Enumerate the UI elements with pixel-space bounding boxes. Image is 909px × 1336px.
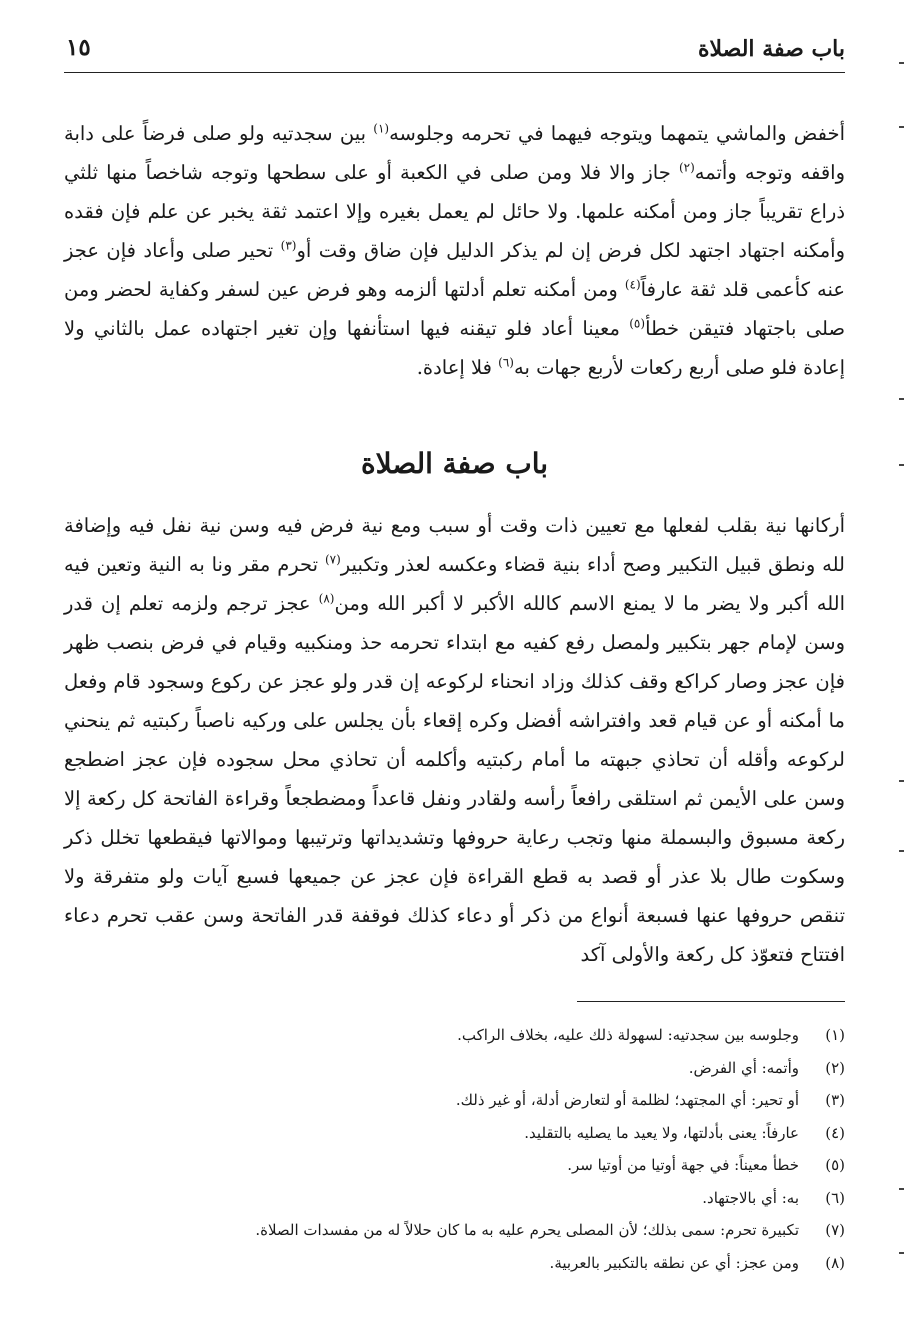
footnote bbox=[64, 1214, 845, 1247]
footnote-ref-4: (٤) bbox=[624, 277, 641, 292]
paragraph-continued bbox=[64, 114, 845, 387]
running-head: باب صفة الصلاة bbox=[697, 36, 845, 62]
page-number: ١٥ bbox=[66, 34, 91, 61]
footnote-number: (٥) bbox=[825, 1156, 845, 1174]
footnote-text: عارفاً: يعنى بأدلتها، ولا يعيد ما يصليه بالتقليد. bbox=[524, 1123, 799, 1142]
footnote-number: (٦) bbox=[825, 1188, 845, 1207]
footnote-number: (١) bbox=[825, 1026, 845, 1044]
text-run: معينا أعاد فلو تيقنه فيها استأنفها وإن تغير اجتهاده عمل بالثاني ولا إعادة فلو صلى أربع ركعات لأربع جهات به bbox=[64, 317, 845, 379]
footnote-ref-7: (٧) bbox=[324, 552, 341, 567]
footnote bbox=[64, 1019, 845, 1052]
footnote bbox=[64, 1117, 845, 1150]
page-header bbox=[64, 30, 845, 73]
scan-mark bbox=[899, 398, 904, 400]
footnote-text: به: أي بالاجتهاد. bbox=[702, 1188, 799, 1207]
text-run: بين سجدتيه ولو صلى فرضاً على دابة واقفه وتوجه وأتمه bbox=[64, 122, 845, 184]
text-run: جاز والا فلا ومن صلى في الكعبة أو على سطحها وتوجه شاخصاً منها ثلثي ذراع تقريباً جاز ومن أمكنه علمها. ولا حائل لم يعمل بغيره وإلا اعتمد ثقة يخبر عن علم فإن فقده وأمكنه اجتهاد اجتهد لكل فرض إن لم يذكر الدليل فإن ضاق وقت أو bbox=[64, 161, 846, 262]
footnote-number: (٤) bbox=[825, 1123, 845, 1142]
text-run: ومن أمكنه تعلم أدلتها ألزمه وهو فرض عين لسفر وكفاية لحضر ومن صلى باجتهاد فتيقن خطأ bbox=[64, 278, 845, 340]
section-heading: باب صفة الصلاة bbox=[360, 447, 549, 480]
footnotes-list bbox=[64, 1019, 845, 1279]
footnote-text: أو تحير: أي المجتهد؛ لظلمة أو لتعارض أدلة، أو غير ذلك. bbox=[455, 1091, 799, 1109]
footnote-ref-5: (٥) bbox=[629, 316, 646, 331]
text-run: أركانها نية بقلب لفعلها مع تعيين ذات وقت أو سبب ومع نية فرض فيه وسن نية نفل فيه وإضافة لله ونطق قبيل التكبير وصح أداء بنية قضاء وعكسه لعذر وتكبير bbox=[64, 514, 845, 576]
footnote-ref-8: (٨) bbox=[318, 591, 335, 606]
text-run: عجز ترجم ولزمه تعلم إن قدر وسن لإمام جهر بتكبير ولمصل رفع كفيه مع ابتداء تحرمه حذ ومنكبيه وقيام في فرض بنصب ظهر فإن عجز وصار كراكع وقف كذلك وزاد انحناء لركوعه إن قدر ولو عجز عن ركوع وسجود قام وفعل ما أمكنه أو عن قيام قعد وافتراشه أفضل وكره إقعاء بأن يجلس على وركيه ناصباً ركبتيه ثم ينحني لركوعه وأقله أن تحاذي جبهته ما أمام ركبتيه وأكلمه أن تحاذي محل سجوده فإن عجز اضطجع وسن على الأيمن ثم استلقى رافعاً رأسه ولقادر ونفل قاعداً ومضطجعاً وقراءة الفاتحة كل ركعة إلا ركعة مسبوق والبسملة منها وتجب رعاية حروفها وتشديداتها وترتيبها وموالاتها فيقطعها تخلل ذكر وسكوت طال بلا عذر أو قصد به قطع القراءة فإن عجز عن جميعها فسبع آيات ولو متفرقة ولا تنقص حروفها عنها فسبعة أنواع من ذكر أو دعاء كذلك فوقفة قدر الفاتحة وسن عقب تحرم دعاء افتتاح فتعوّذ كل ركعة والأولى آكد bbox=[64, 592, 845, 966]
footnote-text: تكبيرة تحرم: سمى بذلك؛ لأن المصلى يحرم عليه به ما كان حلالاً له من مفسدات الصلاة. bbox=[255, 1221, 799, 1239]
footnote-text: ومن عجز: أي عن نطقه بالتكبير بالعربية. bbox=[549, 1253, 799, 1272]
text-run: تحرم مقر ونا به النية وتعين فيه الله أكبر ولا يضر ما لا يمنع الاسم كالله الأكبر لا أكبر الله ومن bbox=[64, 553, 846, 615]
footnote bbox=[64, 1149, 845, 1182]
footnote-number: (٣) bbox=[825, 1091, 845, 1109]
scan-mark bbox=[899, 464, 904, 466]
footnote-ref-6: (٦) bbox=[498, 355, 514, 370]
footnote-number: (٢) bbox=[825, 1058, 845, 1077]
footnote-number: (٨) bbox=[825, 1253, 845, 1272]
footnote-ref-2: (٢) bbox=[678, 160, 695, 175]
footnote-text: وأتمه: أي الفرض. bbox=[688, 1058, 799, 1077]
scan-mark bbox=[899, 126, 904, 128]
footnote-text: وجلوسه بين سجدتيه: لسهولة ذلك عليه، بخلاف الراكب. bbox=[457, 1026, 799, 1044]
paragraph-main bbox=[64, 506, 845, 974]
footnote bbox=[64, 1052, 845, 1085]
footnote bbox=[64, 1182, 845, 1215]
text-run: تحير صلى وأعاد فإن عجز عنه كأعمى قلد ثقة عارفاً bbox=[64, 239, 845, 301]
footnote-number: (٧) bbox=[825, 1221, 845, 1239]
scan-mark bbox=[899, 62, 904, 64]
scan-mark bbox=[899, 780, 904, 782]
footnote-ref-3: (٣) bbox=[280, 238, 297, 253]
footnote bbox=[64, 1247, 845, 1280]
scan-mark bbox=[899, 850, 904, 852]
footnote-ref-1: (١) bbox=[373, 121, 390, 136]
footnote bbox=[64, 1084, 845, 1117]
footnote-text: خطأ معيناً: في جهة أوتيا من أوتيا سر. bbox=[567, 1156, 799, 1174]
text-run: فلا إعادة. bbox=[416, 356, 499, 379]
footnote-separator bbox=[577, 1001, 845, 1002]
text-run: أخفض والماشي يتمهما ويتوجه فيهما في تحرمه وجلوسه bbox=[389, 122, 845, 145]
scan-mark bbox=[899, 1188, 904, 1190]
scan-mark bbox=[899, 1252, 904, 1254]
